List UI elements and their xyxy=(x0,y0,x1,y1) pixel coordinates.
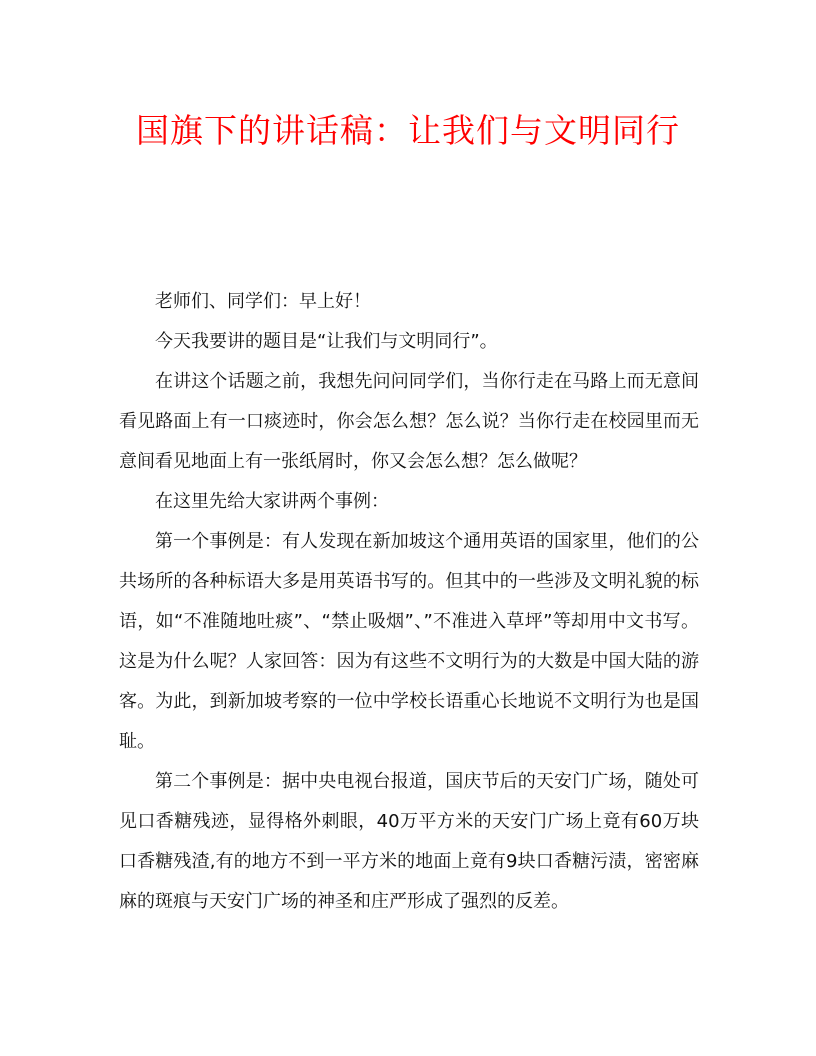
paragraph-example-one: 第一个事例是：有人发现在新加坡这个通用英语的国家里，他们的公共场所的各种标语大多是用英语书写的。但其中的一些涉及文明礼貌的标语，如“不准随地吐痰”、“禁止吸烟”、”不准进入草坪”等却用中文书写。这是为什么呢？人家回答：因为有这些不文明行为的大数是中国大陆的游客。为此，到新加坡考察的一位中学校长语重心长地说不文明行为也是国耻。 xyxy=(119,531,699,752)
paragraph-example-two: 第二个事例是：据中央电视台报道，国庆节后的天安门广场，随处可见口香糖残迹，显得格外刺眼，40万平方米的天安门广场上竟有60万块口香糖残渣,有的地方不到一平方米的地面上竟有9块口香糖污渍，密密麻麻的斑痕与天安门广场的神圣和庄严形成了强烈的反差。 xyxy=(119,771,699,912)
paragraph-question: 在讲这个话题之前，我想先问问同学们，当你行走在马路上而无意间看见路面上有一口痰迹时，你会怎么想？怎么说？当你行走在校园里而无意间看见地面上有一张纸屑时，你又会怎么想？怎么做呢？ xyxy=(119,371,699,472)
paragraph-examples-intro: 在这里先给大家讲两个事例： xyxy=(155,491,389,512)
paragraph-topic: 今天我要讲的题目是“让我们与文明同行”。 xyxy=(155,331,498,352)
document-title: 国旗下的讲话稿：让我们与文明同行 xyxy=(136,111,680,150)
paragraph-greeting: 老师们、同学们：早上好！ xyxy=(155,291,371,312)
document-body xyxy=(119,282,699,922)
